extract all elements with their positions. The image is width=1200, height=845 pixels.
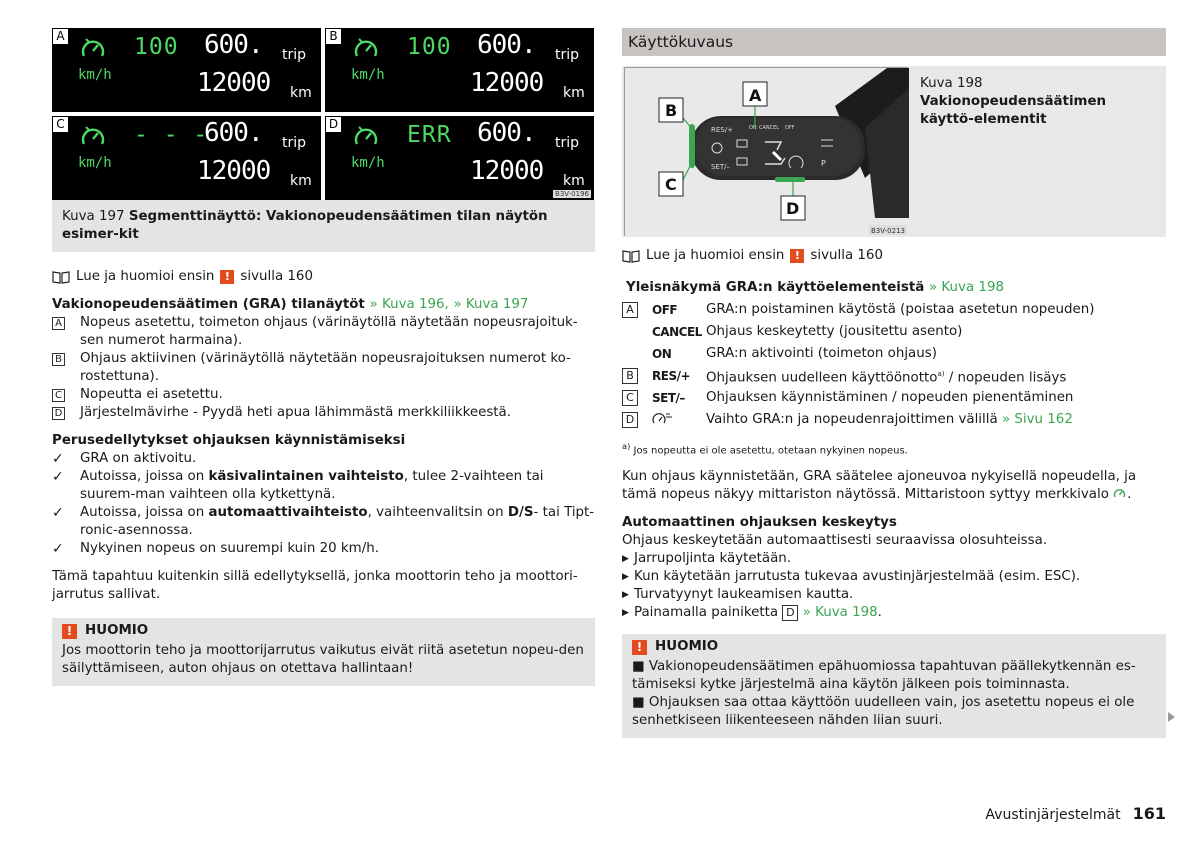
- trip-unit: trip: [282, 47, 307, 63]
- check-icon: ✓: [52, 505, 64, 521]
- notice-box: [622, 634, 1166, 738]
- footer-section: Avustinjärjestelmät: [985, 807, 1121, 823]
- controls-list: [622, 299, 1166, 431]
- panel-label: A: [52, 28, 69, 45]
- key-box: B: [622, 368, 638, 384]
- warning-icon: !: [220, 270, 234, 284]
- footnote: $^{a)}$ Jos nopeutta ei ole asetettu, otetaan nykyinen nopeus.: [622, 441, 908, 457]
- status-heading: [52, 296, 595, 314]
- arrow-bullet-icon: ▶: [622, 590, 629, 601]
- panel-label: B: [325, 28, 342, 45]
- key-box: D: [622, 412, 638, 428]
- list-item: [52, 314, 595, 350]
- notice-title: HUOMIO: [655, 639, 719, 655]
- status-heading-text: Vakionopeudensäätimen (GRA) tilanäytöt: [52, 297, 365, 312]
- caption-number: Kuva 197: [62, 209, 125, 224]
- figure-code: B3V-0196: [555, 190, 589, 198]
- key-box: A: [52, 317, 65, 330]
- book-icon: [622, 250, 640, 263]
- set-speed-value: ERR: [407, 122, 452, 148]
- display-panel-c: [52, 116, 321, 200]
- check-icon: ✓: [52, 451, 64, 467]
- control-label: CANCEL: [652, 325, 702, 339]
- speed-unit: km/h: [351, 67, 385, 83]
- cruise-control-icon: [80, 124, 106, 150]
- display-panel-d: [325, 116, 594, 200]
- list-item-text: Nopeutta ei asetettu.: [80, 387, 223, 402]
- arrow-bullet-icon: ▶: [622, 608, 629, 619]
- warning-icon: !: [632, 640, 647, 655]
- control-label: [652, 411, 706, 430]
- set-speed-value: 100: [134, 34, 179, 60]
- key-box: D: [52, 407, 65, 420]
- odometer-unit: km: [290, 85, 312, 101]
- check-text: Autoissa, joissa on automaattivaihteisto, vaihteenvalitsin on D/S- tai Tipt-ronic-asennossa.: [80, 505, 595, 538]
- odometer-unit: km: [563, 173, 585, 189]
- arrow-bullet-icon: ▶: [622, 572, 629, 583]
- trip-unit: trip: [555, 47, 580, 63]
- lever-cancel-label: CANCEL: [759, 125, 780, 131]
- odometer-value: 12000: [197, 68, 271, 98]
- control-label: SET/–: [652, 391, 685, 405]
- caption-text: Vakionopeudensäätimen käyttö-elementit: [920, 94, 1107, 127]
- display-panel-a: [52, 28, 321, 112]
- callout-d: D: [786, 199, 800, 218]
- odometer-value: 12000: [470, 156, 544, 186]
- figure-197-displays: [52, 28, 595, 200]
- panel-label: C: [52, 116, 69, 133]
- control-row-mode: [622, 409, 1166, 431]
- key-box: B: [52, 353, 65, 366]
- odometer-unit: km: [290, 173, 312, 189]
- control-text: Ohjauksen uudelleen käyttöönotto$^{a)}$ / nopeuden lisäys: [706, 369, 1067, 386]
- list-item: ▶ Kun käytetään jarrutusta tukevaa avustinjärjestelmää (esim. ESC).: [622, 569, 1081, 585]
- warning-icon: !: [62, 624, 77, 639]
- notice-body: [622, 656, 1166, 738]
- right-column: [622, 28, 1166, 738]
- key-box: C: [622, 390, 638, 406]
- callout-a: A: [749, 86, 762, 105]
- list-item: [52, 386, 595, 404]
- speed-unit: km/h: [351, 155, 385, 171]
- start-paragraph: Kun ohjaus käynnistetään, GRA säätelee ajoneuvoa nykyisellä nopeudella, ja tämä nopeus näkyy mittariston näytössä. Mittaristoon syttyy merkkivalo .: [622, 469, 1137, 503]
- control-label: ON: [652, 347, 672, 361]
- speed-unit: km/h: [78, 67, 112, 83]
- control-text: Ohjaus keskeytetty (jousitettu asento): [706, 324, 963, 339]
- list-item: ▶ Turvatyynyt laukeamisen kautta.: [622, 587, 854, 603]
- odometer-value: 12000: [470, 68, 544, 98]
- section-title: Käyttökuvaus: [622, 28, 1166, 56]
- read-first-page: sivulla 160: [240, 269, 313, 284]
- warning-icon: !: [790, 249, 804, 263]
- lever-res-label: RES/+: [711, 126, 733, 134]
- speed-unit: km/h: [78, 155, 112, 171]
- figure-197-caption: [52, 200, 595, 252]
- control-text: Vaihto GRA:n ja nopeudenrajoittimen välillä » Sivu 162: [706, 412, 1073, 427]
- lever-set-label: SET/–: [711, 163, 731, 171]
- odometer-unit: km: [563, 85, 585, 101]
- speed-limiter-switch-icon: [652, 411, 674, 425]
- trip-value: 600.: [204, 30, 263, 60]
- auto-list: [622, 550, 1166, 622]
- control-text: Ohjauksen käynnistäminen / nopeuden pienentäminen: [706, 390, 1074, 405]
- link-kuva-197[interactable]: » Kuva 197: [453, 297, 529, 312]
- caption-number: Kuva 198: [920, 76, 983, 91]
- control-row-res: [622, 365, 1166, 387]
- left-column: [52, 28, 595, 686]
- status-list: [52, 314, 595, 422]
- check-text: Nykyinen nopeus on suurempi kuin 20 km/h.: [80, 541, 379, 556]
- read-first-note: [52, 268, 595, 286]
- lever-off-label: OFF: [785, 125, 795, 131]
- callout-b: B: [665, 101, 678, 120]
- overview-heading: [626, 279, 1166, 297]
- svg-text:P: P: [821, 159, 826, 168]
- notice-header: [622, 634, 1166, 656]
- list-item: ▶ Jarrupoljinta käytetään.: [622, 551, 792, 567]
- control-text: GRA:n poistaminen käytöstä (poistaa asetetun nopeuden): [706, 302, 1095, 317]
- control-row-off: [622, 299, 1166, 321]
- figure-code: B3V-0213: [871, 227, 905, 235]
- link-kuva-196[interactable]: » Kuva 196: [369, 297, 445, 312]
- check-item: [52, 450, 595, 468]
- ref-separator: ,: [444, 297, 449, 312]
- key-box: A: [622, 302, 638, 318]
- control-row-set: [622, 387, 1166, 409]
- square-bullet-icon: ■: [632, 695, 645, 711]
- link-kuva-198[interactable]: » Kuva 198: [928, 280, 1004, 295]
- read-first-text: Lue ja huomioi ensin: [76, 269, 215, 284]
- trip-unit: trip: [555, 135, 580, 151]
- list-item: ▶ Painamalla painiketta D » Kuva 198.: [622, 605, 882, 621]
- set-speed-value: - - -: [134, 122, 209, 148]
- check-icon: ✓: [52, 541, 64, 557]
- prereq-list: [52, 450, 595, 558]
- read-first-page: sivulla 160: [810, 248, 883, 263]
- cruise-indicator-icon: [1113, 487, 1127, 499]
- list-item-text: Ohjaus aktiivinen (värinäytöllä näytetään nopeusrajoituksen numerot ko-rostettuna).: [80, 351, 571, 384]
- control-label: OFF: [652, 303, 678, 317]
- trip-value: 600.: [204, 118, 263, 148]
- overview-heading-text: Yleisnäkymä GRA:n käyttöelementeistä: [626, 280, 925, 295]
- link-sivu-162[interactable]: » Sivu 162: [1001, 412, 1073, 427]
- read-first-note: [622, 247, 1166, 265]
- display-panel-b: [325, 28, 594, 112]
- figure-198: [622, 66, 1166, 237]
- check-text: Autoissa, joissa on käsivalintainen vaihteisto, tulee 2-vaihteen tai suurem-man vaihteen olla kytkettynä.: [80, 469, 544, 502]
- list-item-text: Nopeus asetettu, toimeton ohjaus (värinäytöllä näytetään nopeusrajoituk-sen numerot harmaina).: [80, 315, 578, 348]
- control-row-on: [622, 343, 1166, 365]
- cruise-lever-drawing: [625, 68, 909, 237]
- list-item: [52, 350, 595, 386]
- notice-header: [52, 618, 595, 640]
- read-first-text: Lue ja huomioi ensin: [646, 248, 785, 263]
- check-icon: ✓: [52, 469, 64, 485]
- cruise-control-icon: [353, 36, 379, 62]
- trip-value: 600.: [477, 30, 536, 60]
- control-text: GRA:n aktivointi (toimeton ohjaus): [706, 346, 937, 361]
- caption-text: Segmenttinäyttö: Vakionopeudensäätimen tilan näytön esimer-kit: [62, 209, 548, 242]
- notice-item: ■ Vakionopeudensäätimen epähuomiossa tapahtuvan päällekytkennän es-tämiseksi kytke järjestelmä aina käytön jälkeen pois toiminnasta.: [632, 659, 1136, 693]
- check-item: [52, 540, 595, 558]
- notice-title: HUOMIO: [85, 623, 149, 638]
- page-number: 161: [1132, 804, 1166, 823]
- callout-c: C: [665, 175, 677, 194]
- key-box: C: [52, 389, 65, 402]
- set-speed-value: 100: [407, 34, 452, 60]
- arrow-bullet-icon: ▶: [622, 554, 629, 565]
- auto-heading: Automaattinen ohjauksen keskeytys: [622, 515, 897, 531]
- condition-paragraph: Tämä tapahtuu kuitenkin sillä edellytyksellä, jonka moottorin teho ja moottori-jarrutus sallivat.: [52, 569, 578, 602]
- check-item: [52, 504, 595, 540]
- trip-value: 600.: [477, 118, 536, 148]
- lever-illustration: [624, 67, 908, 236]
- prereq-heading: Perusedellytykset ohjauksen käynnistämiseksi: [52, 433, 406, 448]
- odometer-value: 12000: [197, 156, 271, 186]
- check-text: GRA on aktivoitu.: [80, 451, 197, 466]
- link-kuva-198[interactable]: » Kuva 198: [802, 605, 878, 621]
- cruise-control-icon: [80, 36, 106, 62]
- notice-box: [52, 618, 595, 686]
- trip-unit: trip: [282, 135, 307, 151]
- book-icon: [52, 271, 70, 284]
- list-item: [52, 404, 595, 422]
- control-row-cancel: [622, 321, 1166, 343]
- continue-arrow-icon: [1168, 712, 1175, 722]
- check-item: [52, 468, 595, 504]
- notice-text: Jos moottorin teho ja moottorijarrutus vaikutus eivät riitä asetetun nopeu-den säilyttämiseen, auton ohjaus on otettava hallintaan!: [62, 643, 584, 676]
- panel-label: D: [325, 116, 342, 133]
- auto-intro: Ohjaus keskeytetään automaattisesti seuraavissa olosuhteissa.: [622, 533, 1048, 549]
- figure-198-caption: [920, 75, 1160, 129]
- square-bullet-icon: ■: [632, 659, 645, 675]
- control-label: RES/+: [652, 369, 691, 383]
- notice-item: ■ Ohjauksen saa ottaa käyttöön uudelleen vain, jos asetettu nopeus ei ole senhetkiseen liikenteeseen nähden liian suuri.: [632, 695, 1135, 729]
- cruise-control-icon: [353, 124, 379, 150]
- list-item-text: Järjestelmävirhe - Pyydä heti apua lähimmästä merkkiliikkeestä.: [80, 405, 512, 420]
- key-box: D: [782, 605, 798, 621]
- lever-on-label: ON: [749, 125, 757, 131]
- page-footer: [985, 805, 1166, 824]
